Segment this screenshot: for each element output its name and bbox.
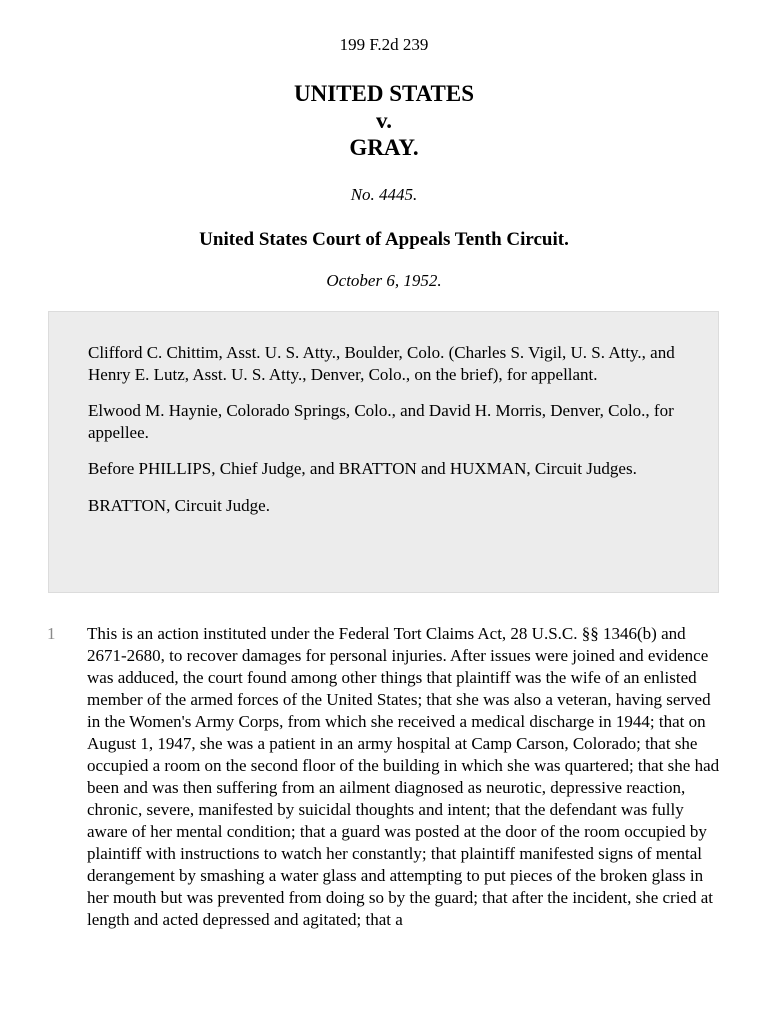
case-citation: 199 F.2d 239	[339, 35, 429, 54]
opinion-author: BRATTON, Circuit Judge.	[88, 495, 270, 515]
case-title-versus: v.	[376, 108, 392, 133]
counsel-appellant: Clifford C. Chittim, Asst. U. S. Atty., Boulder, Colo. (Charles S. Vigil, U. S. Atty., and Henry E. Lutz, Asst. U. S. Atty., Denver, Colo., on the brief), for appellant.	[88, 343, 675, 384]
judges-panel: Before PHILLIPS, Chief Judge, and BRATTON and HUXMAN, Circuit Judges.	[88, 459, 637, 478]
case-title-plaintiff: UNITED STATES	[293, 81, 474, 106]
case-title	[0, 80, 768, 161]
case-title-defendant: GRAY.	[349, 135, 419, 160]
court-name: United States Court of Appeals Tenth Circuit.	[199, 229, 569, 250]
docket-number: No. 4445.	[350, 185, 418, 204]
opinion-paragraph: This is an action instituted under the Federal Tort Claims Act, 28 U.S.C. §§ 1346(b) and 2671-2680, to recover damages for personal injuries. After issues were joined and evidence was adduced, the court found among other things that plaintiff was the wife of an enlisted member of the armed forces of the United States; that she was also a veteran, having served in the Women's Army Corps, from which she received a medical discharge in 1944; that on August 1, 1947, she was a patient in an army hospital at Camp Carson, Colorado; that she occupied a room on the second floor of the building in which she was quartered; that she had been and was then suffering from an ailment diagnosed as neurotic, depressive reaction, chronic, severe, manifested by suicidal thoughts and intent; that the defendant was fully aware of her mental condition; that a guard was posted at the door of the room occupied by plaintiff with instructions to watch her constantly; that plaintiff manifested signs of mental derangement by smashing a water glass and attempting to put pieces of the broken glass in her mouth but was prevented from doing so by the guard; that after the incident, she cried at length and acted depressed and agitated; that a	[87, 624, 720, 929]
paragraph-number: 1	[47, 624, 56, 643]
counsel-appellee: Elwood M. Haynie, Colorado Springs, Colo., and David H. Morris, Denver, Colo., for appellee.	[88, 401, 674, 442]
counsel-panel	[48, 311, 719, 593]
decision-date: October 6, 1952.	[326, 271, 442, 290]
